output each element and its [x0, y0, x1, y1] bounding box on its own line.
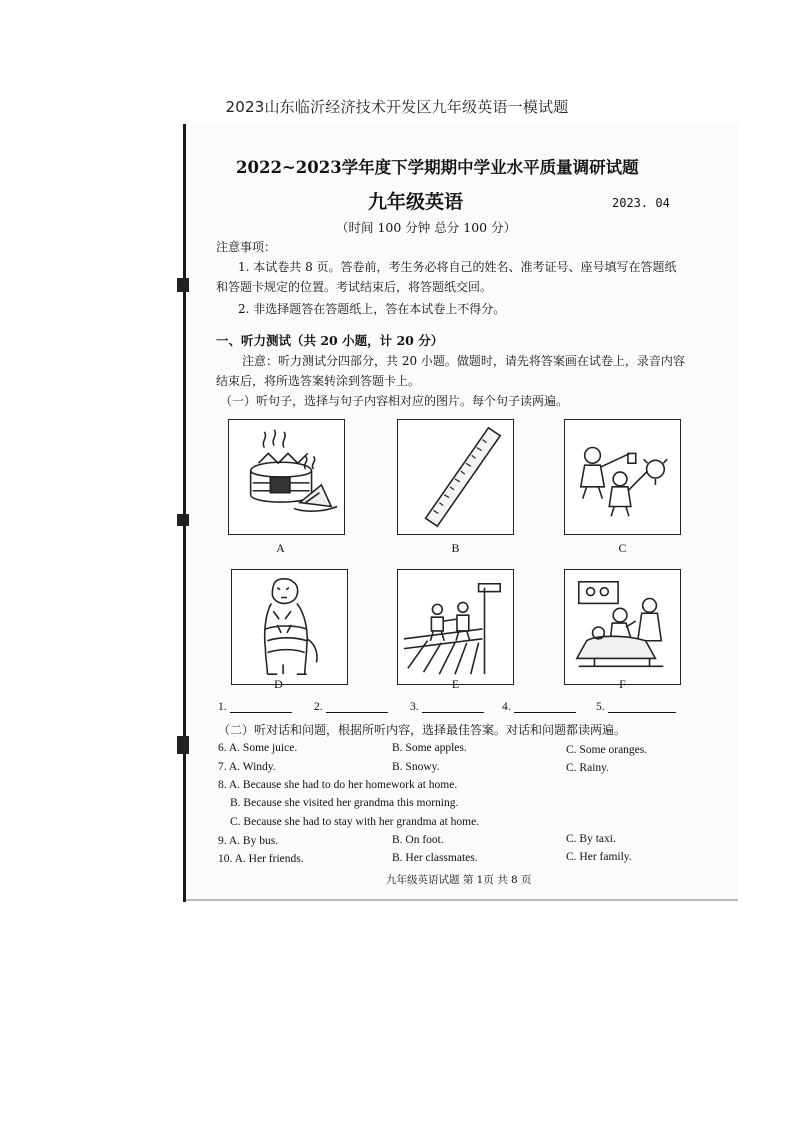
picture-label-e: E [451, 677, 460, 691]
section-1-heading: 一、听力测试（共 20 小题，计 20 分） [216, 333, 444, 348]
crossing-icon [398, 570, 513, 684]
scan-left-edge [183, 124, 186, 902]
answer-blank-1[interactable]: 1. [218, 700, 292, 713]
question-10-option-c[interactable]: C. Her family. [566, 851, 632, 863]
question-6-option-c[interactable]: C. Some oranges. [566, 744, 648, 756]
margin-mark [177, 278, 189, 292]
picture-c [564, 419, 681, 535]
question-7-option-b[interactable]: B. Snowy. [392, 761, 440, 773]
question-8-option-a[interactable]: 8. A. Because she had to do her homework at home. [218, 779, 458, 791]
picture-label-c: C [618, 541, 627, 555]
zongzi-icon [229, 420, 344, 534]
question-9-option-b[interactable]: B. On foot. [392, 834, 444, 846]
notes-item-1-cont: 和答题卡规定的位置。考试结束后，将答题纸交回。 [216, 280, 493, 294]
margin-mark [177, 514, 189, 526]
section-1-note: 注意：听力测试分四部分，共 20 小题。做题时，请先将答案画在试卷上，录音内容 [242, 354, 685, 368]
picture-label-d: D [274, 677, 283, 691]
question-8-option-c[interactable]: C. Because she had to stay with her grandma at home. [230, 816, 480, 828]
picture-label-a: A [276, 541, 285, 555]
document-caption: 2023山东临沂经济技术开发区九年级英语一模试题 [225, 98, 569, 116]
question-9-option-a[interactable]: 9. A. By bus. [218, 835, 279, 847]
lanterns-icon [565, 420, 680, 534]
question-10-option-b[interactable]: B. Her classmates. [392, 852, 478, 864]
ruler-icon [398, 420, 513, 534]
notes-item-2: 2. 非选择题答在答题纸上，答在本试卷上不得分。 [238, 302, 506, 316]
notes-item-1: 1. 本试卷共 8 页。答卷前，考生务必将自己的姓名、准考证号、座号填写在答题纸 [238, 260, 677, 274]
margin-mark [177, 736, 189, 754]
picture-d [231, 569, 348, 685]
answer-blank-5[interactable]: 5. [596, 700, 676, 713]
notes-heading: 注意事项： [216, 240, 277, 254]
exam-subject: 九年级英语 [368, 191, 464, 213]
picture-f [564, 569, 681, 685]
exam-time-score: （时间 100 分钟 总分 100 分） [336, 220, 517, 235]
dentist-icon [565, 570, 680, 684]
question-7-option-c[interactable]: C. Rainy. [566, 762, 610, 774]
picture-a [228, 419, 345, 535]
part-2-instructions: （二）听对话和问题，根据所听内容，选择最佳答案。对话和问题都读两遍。 [218, 723, 627, 737]
picture-label-f: F [619, 677, 626, 691]
scan-bottom-edge [186, 899, 738, 901]
answer-blank-2[interactable]: 2. [314, 700, 388, 713]
question-6-option-a[interactable]: 6. A. Some juice. [218, 742, 298, 754]
picture-b [397, 419, 514, 535]
question-10-option-a[interactable]: 10. A. Her friends. [218, 853, 304, 865]
answer-blank-3[interactable]: 3. [410, 700, 484, 713]
question-9-option-c[interactable]: C. By taxi. [566, 833, 616, 845]
page-footer: 九年级英语试题 第 1页 共 8 页 [386, 874, 532, 886]
answer-blank-4[interactable]: 4. [502, 700, 576, 713]
picture-e [397, 569, 514, 685]
section-1-note-cont: 结束后，将所选答案转涂到答题卡上。 [216, 374, 421, 388]
exam-date: 2023. 04 [612, 196, 670, 210]
question-8-option-b[interactable]: B. Because she visited her grandma this morning. [230, 797, 459, 809]
question-6-option-b[interactable]: B. Some apples. [392, 742, 467, 754]
part-1-instructions: （一）听句子，选择与句子内容相对应的图片。每个句子读两遍。 [220, 394, 569, 408]
question-7-option-a[interactable]: 7. A. Windy. [218, 761, 276, 773]
tiger-icon [232, 570, 347, 684]
exam-title: 2022~2023学年度下学期期中学业水平质量调研试题 [236, 158, 639, 177]
picture-label-b: B [451, 541, 460, 555]
